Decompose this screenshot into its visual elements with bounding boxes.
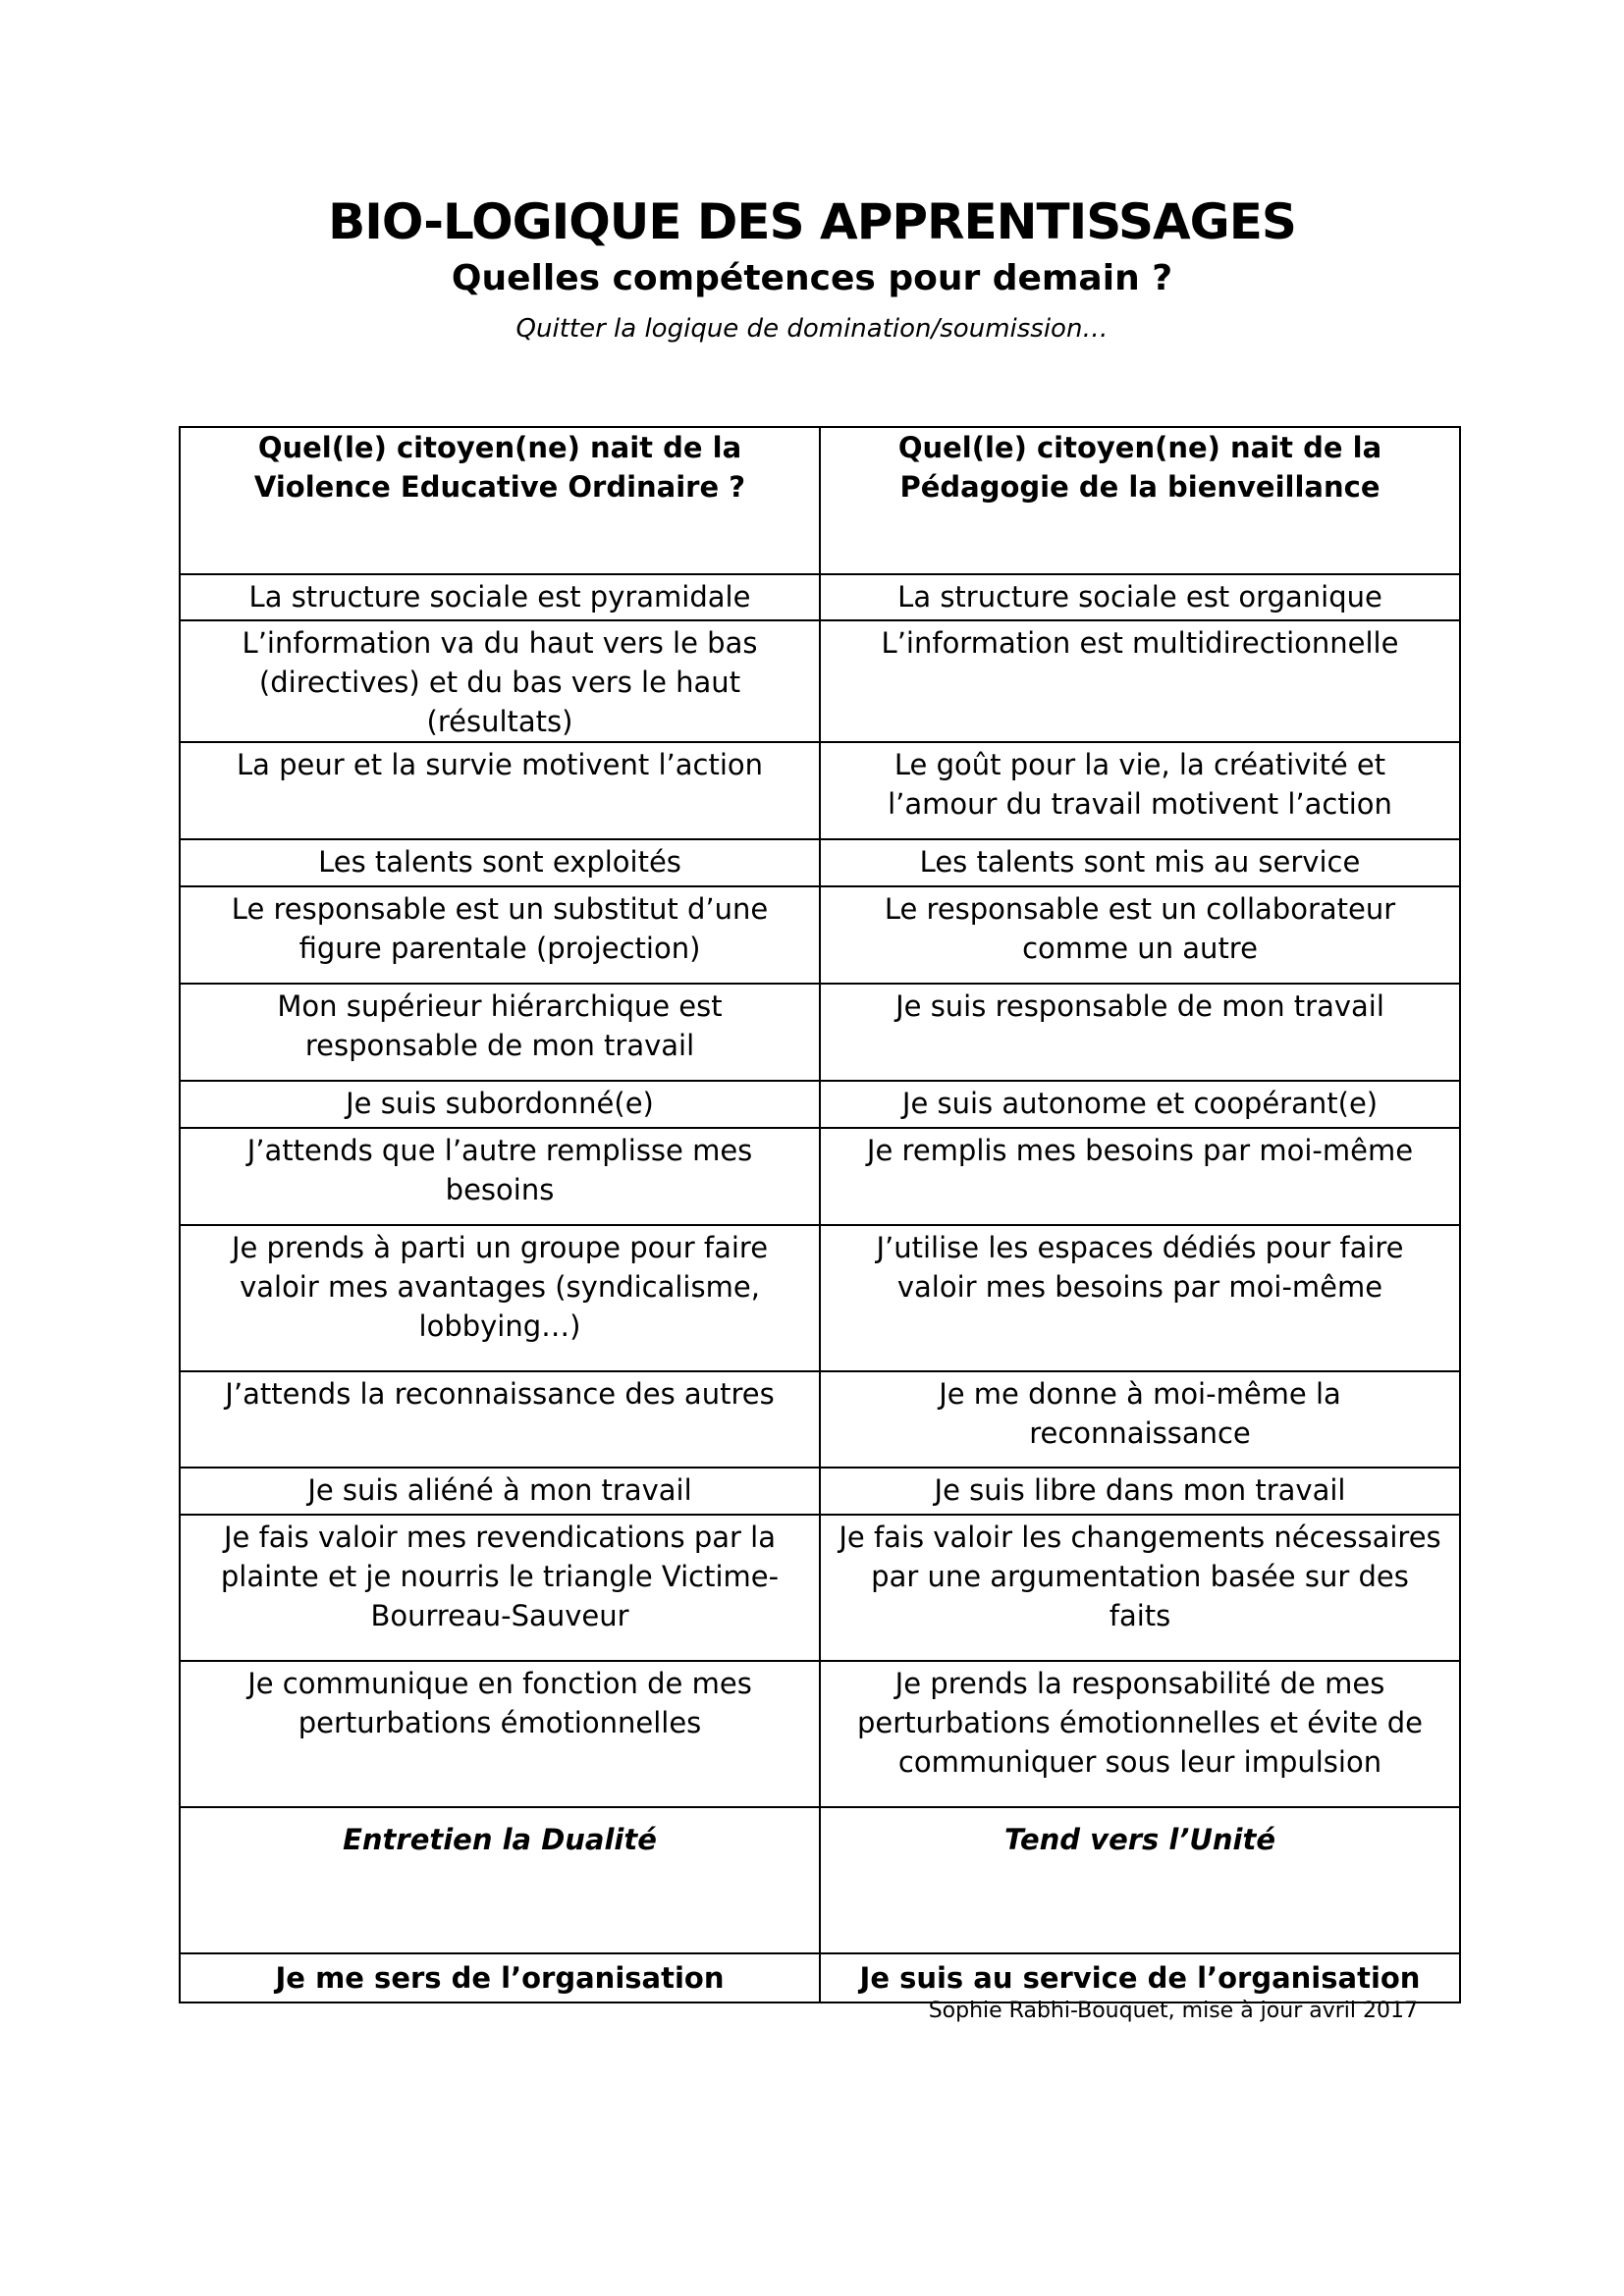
- table-row: [180, 1225, 1460, 1371]
- table-cell-right: L’information est multidirectionnelle: [820, 620, 1460, 742]
- table-footer-row: [180, 1953, 1460, 2002]
- table-cell-right: Le goût pour la vie, la créativité et l’amour du travail motivent l’action: [820, 742, 1460, 839]
- table-cell-right: J’utilise les espaces dédiés pour faire valoir mes besoins par moi-même: [820, 1225, 1460, 1371]
- table-cell-right: La structure sociale est organique: [820, 574, 1460, 620]
- table-cell-left: Les talents sont exploités: [180, 839, 820, 886]
- header-cell-left: Quel(le) citoyen(ne) nait de la Violence Educative Ordinaire ?: [180, 427, 820, 574]
- table-cell-left: Je communique en fonction de mes perturbations émotionnelles: [180, 1661, 820, 1807]
- table-cell-right: Je suis autonome et coopérant(e): [820, 1081, 1460, 1128]
- table-row: [180, 839, 1460, 886]
- table-row: [180, 1371, 1460, 1468]
- table-cell-left: J’attends la reconnaissance des autres: [180, 1371, 820, 1468]
- table-row: [180, 1661, 1460, 1807]
- table-cell-left: L’information va du haut vers le bas (directives) et du bas vers le haut (résultats): [180, 620, 820, 742]
- table-row: [180, 742, 1460, 839]
- header-cell-right: Quel(le) citoyen(ne) nait de la Pédagogie de la bienveillance: [820, 427, 1460, 574]
- summary-cell-left: Entretien la Dualité: [180, 1807, 820, 1953]
- footer-cell-left: Je me sers de l’organisation: [180, 1953, 820, 2002]
- footer-cell-right: Je suis au service de l’organisation: [820, 1953, 1460, 2002]
- table-cell-left: Je suis subordonné(e): [180, 1081, 820, 1128]
- summary-cell-right: Tend vers l’Unité: [820, 1807, 1460, 1953]
- document-subtitle: Quelles compétences pour demain ?: [451, 258, 1173, 298]
- table-cell-right: Je me donne à moi-même la reconnaissance: [820, 1371, 1460, 1468]
- table-cell-right: Je prends la responsabilité de mes perturbations émotionnelles et évite de communiquer sous leur impulsion: [820, 1661, 1460, 1807]
- table-cell-right: Je fais valoir les changements nécessaires par une argumentation basée sur des faits: [820, 1515, 1460, 1661]
- table-row: [180, 1128, 1460, 1225]
- table-row: [180, 620, 1460, 742]
- table-cell-left: Je suis aliéné à mon travail: [180, 1468, 820, 1515]
- table-cell-left: Mon supérieur hiérarchique est responsable de mon travail: [180, 984, 820, 1081]
- comparison-table: [179, 426, 1461, 2003]
- table-cell-right: Je suis libre dans mon travail: [820, 1468, 1460, 1515]
- document-title: BIO-LOGIQUE DES APPRENTISSAGES: [328, 193, 1296, 250]
- table-cell-left: La structure sociale est pyramidale: [180, 574, 820, 620]
- table-cell-right: Je remplis mes besoins par moi-même: [820, 1128, 1460, 1225]
- document-tagline: Quitter la logique de domination/soumission…: [515, 314, 1109, 344]
- table-row: [180, 1468, 1460, 1515]
- table-cell-left: Je prends à parti un groupe pour faire valoir mes avantages (syndicalisme, lobbying…): [180, 1225, 820, 1371]
- table-cell-right: Je suis responsable de mon travail: [820, 984, 1460, 1081]
- table-row: [180, 886, 1460, 984]
- table-row: [180, 1081, 1460, 1128]
- table-cell-left: J’attends que l’autre remplisse mes besoins: [180, 1128, 820, 1225]
- table-summary-row: [180, 1807, 1460, 1953]
- table-cell-right: Les talents sont mis au service: [820, 839, 1460, 886]
- author-credit: Sophie Rabhi-Bouquet, mise à jour avril 2017: [928, 1999, 1418, 2023]
- table-row: [180, 1515, 1460, 1661]
- table-row: [180, 984, 1460, 1081]
- table-row: [180, 574, 1460, 620]
- table-cell-left: Le responsable est un substitut d’une figure parentale (projection): [180, 886, 820, 984]
- table-cell-left: Je fais valoir mes revendications par la plainte et je nourris le triangle Victime-Bourreau-Sauveur: [180, 1515, 820, 1661]
- table-cell-right: Le responsable est un collaborateur comme un autre: [820, 886, 1460, 984]
- table-header-row: [180, 427, 1460, 574]
- table-cell-left: La peur et la survie motivent l’action: [180, 742, 820, 839]
